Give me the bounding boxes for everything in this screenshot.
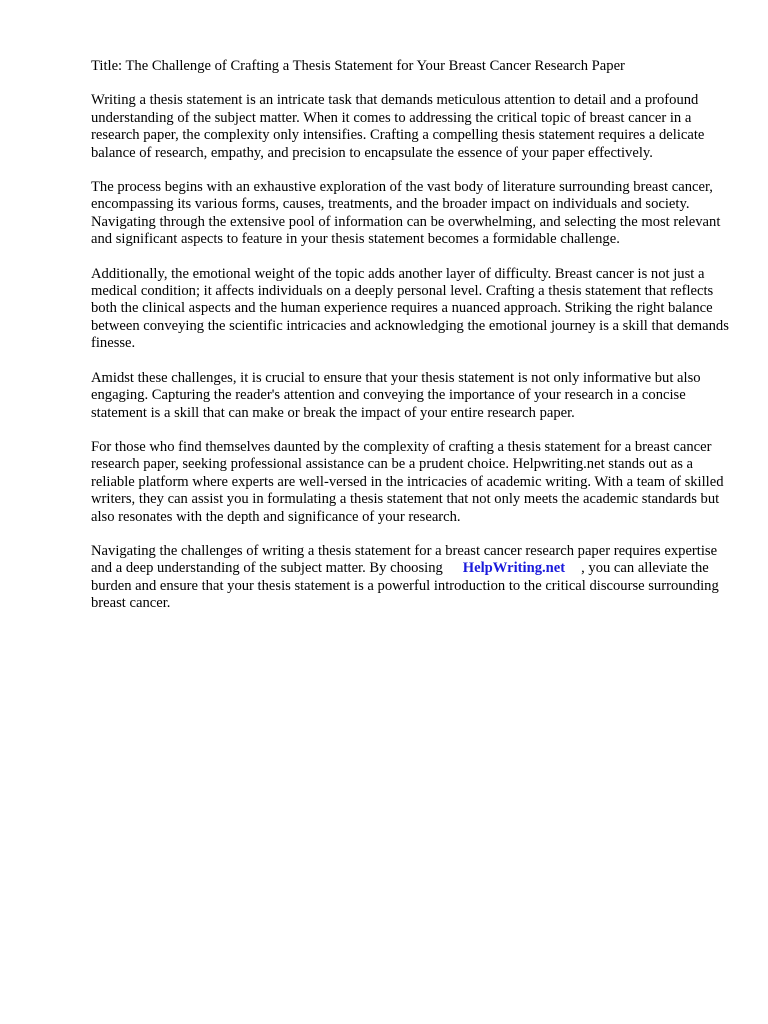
- paragraph-conclusion: [91, 543, 731, 613]
- document-title: Title: The Challenge of Crafting a Thesis Statement for Your Breast Cancer Research Paper: [91, 58, 625, 74]
- conclusion-text-after-link: , you can alleviate the burden and ensure that your thesis statement is a powerful introduction to the critical discourse surrounding breast cancer.: [91, 560, 719, 612]
- conclusion-text-before-link: Navigating the challenges of writing a thesis statement for a breast cancer research paper requires expertise and a deep understanding of the subject matter. By choosing: [91, 542, 718, 577]
- paragraph-engagement: Amidst these challenges, it is crucial to ensure that your thesis statement is not only informative but also engaging. Capturing the reader's attention and conveying the importance of your research in a concise statement is a skill that can make or break the impact of your entire research paper.: [91, 369, 701, 421]
- paragraph-process: The process begins with an exhaustive exploration of the vast body of literature surrounding breast cancer, encompassing its various forms, causes, treatments, and the broader impact on individuals and society. Navigating through the extensive pool of information can be overwhelming, and selecting the most relevant and significant aspects to feature in your thesis statement becomes a formidable challenge.: [91, 179, 721, 248]
- paragraph-assistance: For those who find themselves daunted by the complexity of crafting a thesis statement for a breast cancer research paper, seeking professional assistance can be a prudent choice. Helpwriting.net stands out as a reliable platform where experts are well-versed in the intricacies of academic writing. With a team of skilled writers, they can assist you in formulating a thesis statement that not only meets the academic standards but also resonates with the depth and significance of your research.: [91, 438, 724, 525]
- paragraph-emotional-weight: Additionally, the emotional weight of the topic adds another layer of difficulty. Breast cancer is not just a medical condition; it affects individuals on a deeply personal level. Crafting a thesis statement that reflects both the clinical aspects and the human experience requires a nuanced approach. Striking the right balance between conveying the scientific intricacies and acknowledging the emotional journey is a skill that demands finesse.: [91, 265, 729, 352]
- paragraph-intro: Writing a thesis statement is an intricate task that demands meticulous attention to detail and a profound understanding of the subject matter. When it comes to addressing the critical topic of breast cancer in a research paper, the complexity only intensifies. Crafting a compelling thesis statement requires a delicate balance of research, empathy, and precision to encapsulate the essence of your paper effectively.: [91, 92, 705, 161]
- document-body: [91, 58, 731, 630]
- helpwriting-link[interactable]: HelpWriting.net: [462, 560, 566, 577]
